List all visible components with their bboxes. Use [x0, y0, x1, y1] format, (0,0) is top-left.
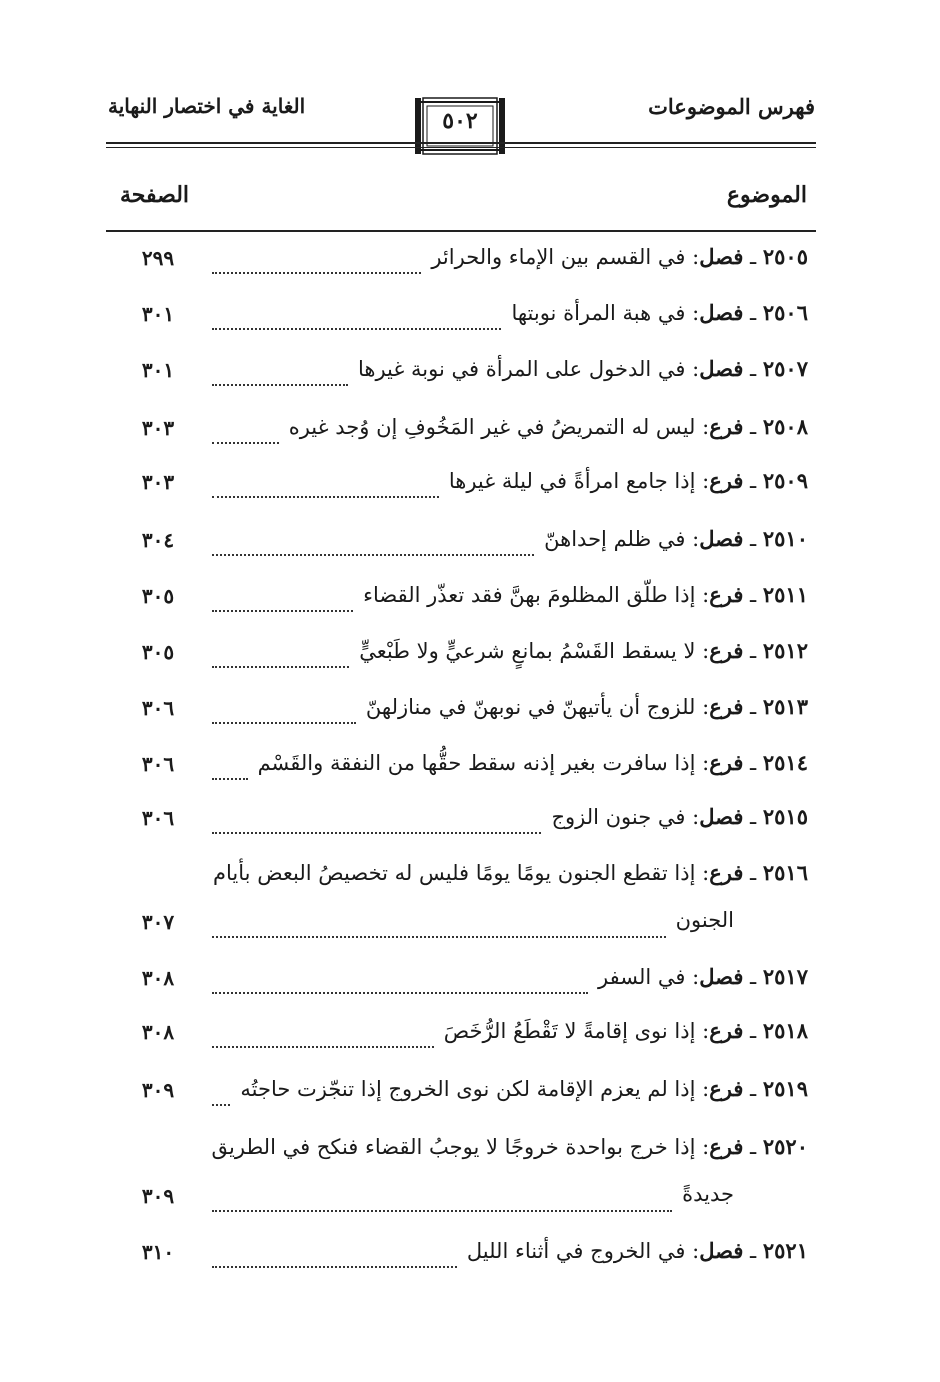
- leader-dots: [212, 666, 349, 668]
- entry-title: ليس له التمريضُ في غير المَخُوفِ إن وُجد غيره: [288, 415, 696, 439]
- index-entry: [0, 240, 940, 280]
- entry-number: ٢٥٠٥: [762, 244, 808, 269]
- entry-number: ٢٥٠٦: [762, 300, 808, 325]
- entry-page-number: ٣٠٨: [141, 1020, 175, 1044]
- leader-dots: [212, 442, 279, 444]
- entry-text: ٢٥١٨ ـ فرع: إذا نوى إقامةً لا تَقْطَعُ الرُّخَصَ: [443, 1018, 808, 1043]
- entry-kind: فصل: [699, 356, 744, 381]
- index-entry: [0, 578, 940, 618]
- entry-title: في هبة المرأة نوبتها: [511, 301, 686, 325]
- entry-page-number: ٣٠٦: [141, 696, 175, 720]
- index-entry-continuation: [0, 904, 940, 944]
- leader-dots: [212, 384, 348, 386]
- entry-text: ٢٥١٣ ـ فرع: للزوج أن يأتيهنّ في نوبهنّ في منازلهنّ: [365, 694, 808, 719]
- leader-dots: [212, 554, 534, 556]
- index-entry: [0, 1234, 940, 1274]
- page-number: ٥٠٢: [442, 108, 478, 134]
- entry-title: إذا طلّق المظلومَ بهنَّ فقد تعذّر القضاء: [363, 583, 696, 607]
- leader-dots: [212, 832, 541, 834]
- entry-number: ٢٥١٤: [762, 750, 808, 775]
- leader-dots: [212, 328, 501, 330]
- leader-dots: [212, 610, 353, 612]
- entry-page-number: ٣١٠: [141, 1240, 175, 1264]
- entry-number: ٢٥٠٨: [762, 414, 808, 439]
- index-entry: [0, 464, 940, 504]
- column-heading-rule: [106, 230, 816, 232]
- entry-kind: فصل: [699, 804, 744, 829]
- entry-number: ٢٥١١: [762, 582, 808, 607]
- entry-number: ٢٥٢٠: [762, 1134, 808, 1159]
- entry-page-number: ٣٠٦: [141, 806, 175, 830]
- entry-number: ٢٥١٩: [762, 1076, 808, 1101]
- entry-title: في الخروج في أثناء الليل: [466, 1239, 686, 1263]
- entry-page-number: ٣٠٦: [141, 752, 175, 776]
- entry-text: ٢٥٠٧ ـ فصل: في الدخول على المرأة في نوبة غيرها: [357, 356, 808, 381]
- index-entry: [0, 410, 940, 450]
- entry-text: ٢٥١٤ ـ فرع: إذا سافرت بغير إذنه سقط حقُّها من النفقة والقَسْم: [257, 750, 808, 775]
- entry-page-number: ٣٠٥: [141, 584, 175, 608]
- entry-page-number: ٣٠١: [141, 358, 175, 382]
- index-entry: [0, 352, 940, 392]
- entry-title: في السفر: [598, 965, 686, 989]
- leader-dots: [212, 936, 666, 938]
- index-entry-continuation: [0, 1178, 940, 1218]
- entry-text: ٢٥٠٩ ـ فرع: إذا جامع امرأةً في ليلة غيرها: [448, 468, 808, 493]
- entry-text: ٢٥١٠ ـ فصل: في ظلم إحداهنّ: [544, 526, 808, 551]
- entry-kind: فرع: [709, 860, 744, 885]
- leader-dots: [212, 496, 439, 498]
- entry-number: ٢٥١٠: [762, 526, 808, 551]
- entry-kind: فرع: [709, 694, 744, 719]
- entry-number: ٢٥١٥: [762, 804, 808, 829]
- entry-page-number: ٣٠٣: [141, 416, 175, 440]
- entry-kind: فصل: [699, 964, 744, 989]
- entry-title: إذا سافرت بغير إذنه سقط حقُّها من النفقة والقَسْم: [257, 751, 696, 775]
- entry-page-number: ٣٠٤: [141, 528, 175, 552]
- index-entry: [0, 800, 940, 840]
- index-entry: [0, 856, 940, 896]
- leader-dots: [212, 992, 588, 994]
- index-entry: [0, 522, 940, 562]
- entry-page-number: ٣٠٨: [141, 966, 175, 990]
- entry-text: ٢٥١٩ ـ فرع: إذا لم يعزم الإقامة لكن نوى الخروج إذا تنجّزت حاجتُه: [240, 1076, 808, 1101]
- entry-page-number: ٣٠٩: [141, 1184, 175, 1208]
- column-heading-page: الصفحة: [120, 182, 190, 208]
- entry-number: ٢٥٠٧: [762, 356, 808, 381]
- entry-page-number: ٢٩٩: [141, 246, 175, 270]
- entry-title-continuation: الجنون: [675, 908, 734, 932]
- leader-dots: [212, 1210, 672, 1212]
- entry-kind: فرع: [709, 638, 744, 663]
- index-entry: [0, 1130, 940, 1170]
- entry-number: ٢٥٠٩: [762, 468, 808, 493]
- entry-page-number: ٣٠١: [141, 302, 175, 326]
- index-entry: [0, 296, 940, 336]
- entry-page-number: ٣٠٥: [141, 640, 175, 664]
- entry-kind: فرع: [709, 1076, 744, 1101]
- index-entry: [0, 746, 940, 786]
- entry-kind: فرع: [709, 468, 744, 493]
- entry-kind: فرع: [709, 1018, 744, 1043]
- entry-page-number: ٣٠٧: [141, 910, 175, 934]
- entry-text: ٢٥٢٠ ـ فرع: إذا خرج بواحدة خروجًا لا يوجبُ القضاء فنكح في الطريق: [211, 1134, 808, 1159]
- entry-title: في الدخول على المرأة في نوبة غيرها: [357, 357, 686, 381]
- entry-title-continuation: جديدةً: [682, 1182, 734, 1206]
- entry-number: ٢٥١٢: [762, 638, 808, 663]
- entry-number: ٢٥٢١: [762, 1238, 808, 1263]
- entry-text: ٢٥١٥ ـ فصل: في جنون الزوج: [551, 804, 808, 829]
- entry-kind: فصل: [699, 244, 744, 269]
- leader-dots: [212, 1266, 457, 1268]
- index-entry: [0, 1072, 940, 1112]
- entry-title: لا يسقط القَسْمُ بمانعٍ شرعيٍّ ولا طَبْعيٍّ: [359, 639, 696, 663]
- index-entry: [0, 634, 940, 674]
- entry-page-number: ٣٠٣: [141, 470, 175, 494]
- entry-kind: فصل: [699, 300, 744, 325]
- entry-text: ٢٥١٢ ـ فرع: لا يسقط القَسْمُ بمانعٍ شرعيٍّ ولا طَبْعيٍّ: [359, 638, 808, 663]
- entry-kind: فصل: [699, 1238, 744, 1263]
- entry-kind: فرع: [709, 414, 744, 439]
- entry-number: ٢٥١٦: [762, 860, 808, 885]
- column-heading-topic: الموضوع: [726, 182, 807, 208]
- entry-page-number: ٣٠٩: [141, 1078, 175, 1102]
- header-rule: [106, 142, 816, 144]
- entry-text: ٢٥١١ ـ فرع: إذا طلّق المظلومَ بهنَّ فقد تعذّر القضاء: [363, 582, 808, 607]
- header-rule-thin: [106, 147, 816, 148]
- entry-kind: فرع: [709, 750, 744, 775]
- leader-dots: [212, 1104, 230, 1106]
- entry-title: إذا لم يعزم الإقامة لكن نوى الخروج إذا تنجّزت حاجتُه: [240, 1077, 696, 1101]
- leader-dots: [212, 778, 248, 780]
- leader-dots: [212, 272, 421, 274]
- entry-kind: فرع: [709, 582, 744, 607]
- entry-title: في جنون الزوج: [551, 805, 686, 829]
- entry-kind: فصل: [699, 526, 744, 551]
- entry-title: في ظلم إحداهنّ: [544, 527, 686, 551]
- entry-title: إذا نوى إقامةً لا تَقْطَعُ الرُّخَصَ: [443, 1019, 696, 1043]
- entry-kind: فرع: [709, 1134, 744, 1159]
- entry-text: ٢٥١٦ ـ فرع: إذا تقطع الجنون يومًا يومًا فليس له تخصيصُ البعض بأيام: [213, 860, 808, 885]
- index-entry: [0, 960, 940, 1000]
- entry-text: ٢٥١٧ ـ فصل: في السفر: [598, 964, 808, 989]
- index-entry: [0, 1014, 940, 1054]
- entry-title: في القسم بين الإماء والحرائر: [431, 245, 686, 269]
- entry-text: ٢٥٢١ ـ فصل: في الخروج في أثناء الليل: [466, 1238, 808, 1263]
- entry-number: ٢٥١٣: [762, 694, 808, 719]
- entry-text: ٢٥٠٥ ـ فصل: في القسم بين الإماء والحرائر: [431, 244, 808, 269]
- index-entry: [0, 690, 940, 730]
- entry-number: ٢٥١٧: [762, 964, 808, 989]
- entry-title: إذا خرج بواحدة خروجًا لا يوجبُ القضاء فنكح في الطريق: [211, 1135, 696, 1159]
- running-header-section-title: فهرس الموضوعات: [648, 94, 815, 119]
- entry-title: للزوج أن يأتيهنّ في نوبهنّ في منازلهنّ: [365, 695, 696, 719]
- entry-number: ٢٥١٨: [762, 1018, 808, 1043]
- entry-text: ٢٥٠٨ ـ فرع: ليس له التمريضُ في غير المَخُوفِ إن وُجد غيره: [288, 414, 808, 439]
- leader-dots: [212, 1046, 434, 1048]
- leader-dots: [212, 722, 356, 724]
- entry-text: ٢٥٠٦ ـ فصل: في هبة المرأة نوبتها: [511, 300, 808, 325]
- entry-title: إذا تقطع الجنون يومًا يومًا فليس له تخصيصُ البعض بأيام: [213, 861, 696, 885]
- entry-title: إذا جامع امرأةً في ليلة غيرها: [448, 469, 696, 493]
- running-header-book-title: الغاية في اختصار النهاية: [108, 94, 306, 118]
